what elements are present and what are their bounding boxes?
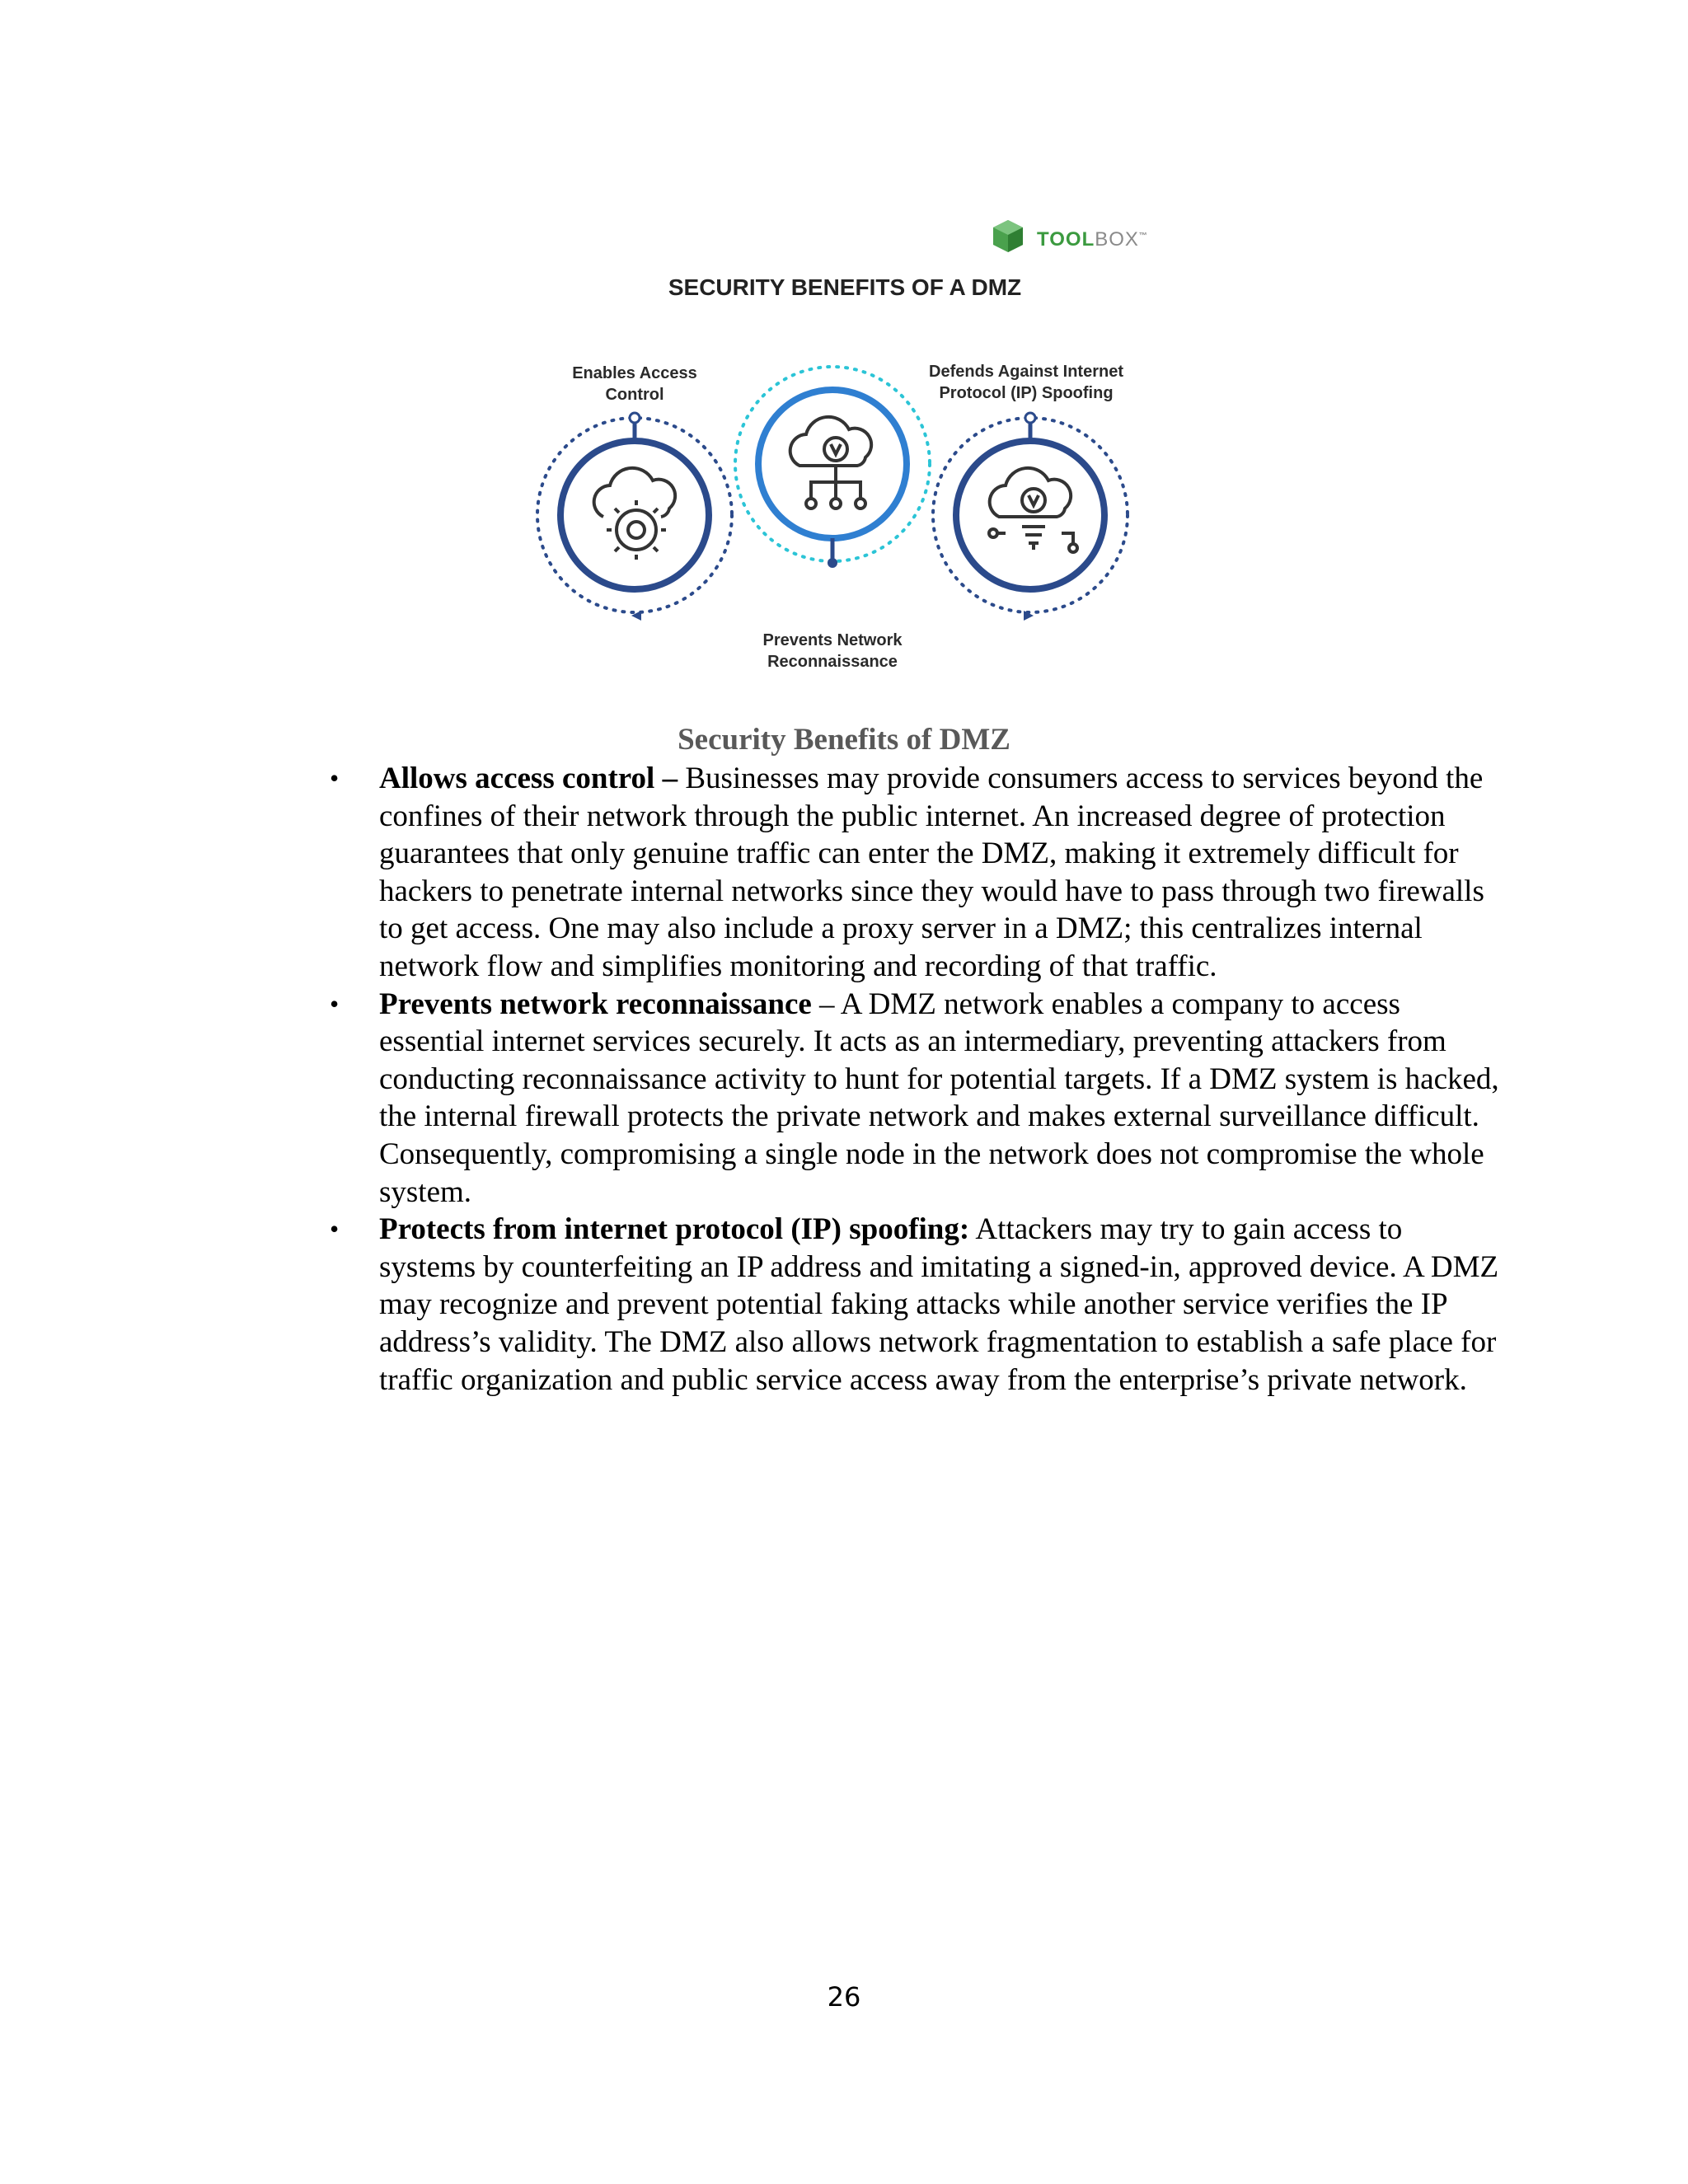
bullet-lead: Prevents network reconnaissance <box>379 987 812 1021</box>
page-number: 26 <box>827 1981 861 2013</box>
label-access-control-line1: Enables Access <box>572 364 697 382</box>
bullet-text: Attackers may try to gain access to systems by counterfeiting an IP address and imitating a signed-in, approved device. A DMZ may recognize and prevent potential faking attacks while another service verifies the IP address’s validity. The DMZ also allows network fragmentation to establish a safe place for traffic organization and public service access away from the enterprise’s private network. <box>379 1212 1499 1397</box>
figure-title: SECURITY BENEFITS OF A DMZ <box>668 274 1022 300</box>
ip-spoofing-node <box>933 413 1128 621</box>
figure-caption: Security Benefits of DMZ <box>678 723 1010 757</box>
label-ip-spoofing-line2: Protocol (IP) Spoofing <box>939 384 1114 402</box>
bullet-icon: • <box>330 1214 340 1244</box>
list-item <box>330 760 1500 986</box>
bullet-text: Businesses may provide consumers access to services beyond the confines of their network through the public internet. An increased degree of protection guarantees that only genuine traffic can enter the DMZ, making it extremely difficult for hackers to penetrate internal networks since they would have to pass through two firewalls to get access. One may also include a proxy server in a DMZ; this centralizes internal network flow and simplifies monitoring and recording of that traffic. <box>379 762 1484 983</box>
label-ip-spoofing <box>894 361 1158 404</box>
label-access-control-line2: Control <box>605 386 664 404</box>
label-network-recon-line1: Prevents Network <box>762 631 903 649</box>
list-item <box>330 986 1500 1212</box>
benefits-list <box>330 760 1500 1399</box>
access-control-node <box>537 413 732 621</box>
cloud-gear-icon <box>594 468 675 560</box>
label-network-recon <box>734 630 931 673</box>
cloud-shield-icon <box>989 468 1077 552</box>
brand-secondary: BOX <box>1095 228 1139 251</box>
label-ip-spoofing-line1: Defends Against Internet <box>929 363 1123 381</box>
toolbox-brand <box>1037 228 1148 251</box>
cloud-network-icon <box>790 417 871 509</box>
bullet-icon: • <box>330 763 340 793</box>
toolbox-logo-icon <box>993 220 1023 252</box>
bullet-icon: • <box>330 988 340 1019</box>
bullet-lead: Protects from internet protocol (IP) spoofing: <box>379 1212 970 1247</box>
label-access-control <box>544 363 725 405</box>
brand-primary: TOOL <box>1037 228 1095 251</box>
list-item <box>330 1211 1500 1399</box>
brand-tm: ™ <box>1138 232 1148 241</box>
bullet-lead: Allows access control – <box>379 762 678 795</box>
label-network-recon-line2: Reconnaissance <box>767 653 898 671</box>
bullet-text: – A DMZ network enables a company to access essential internet services securely. It acts as an intermediary, preventing attackers from conducting reconnaissance activity to hunt for potential targets. If a DMZ system is hacked, the internal firewall protects the private network and makes external surveillance difficult. Consequently, compromising a single node in the network does not compromise the whole system. <box>379 987 1499 1209</box>
